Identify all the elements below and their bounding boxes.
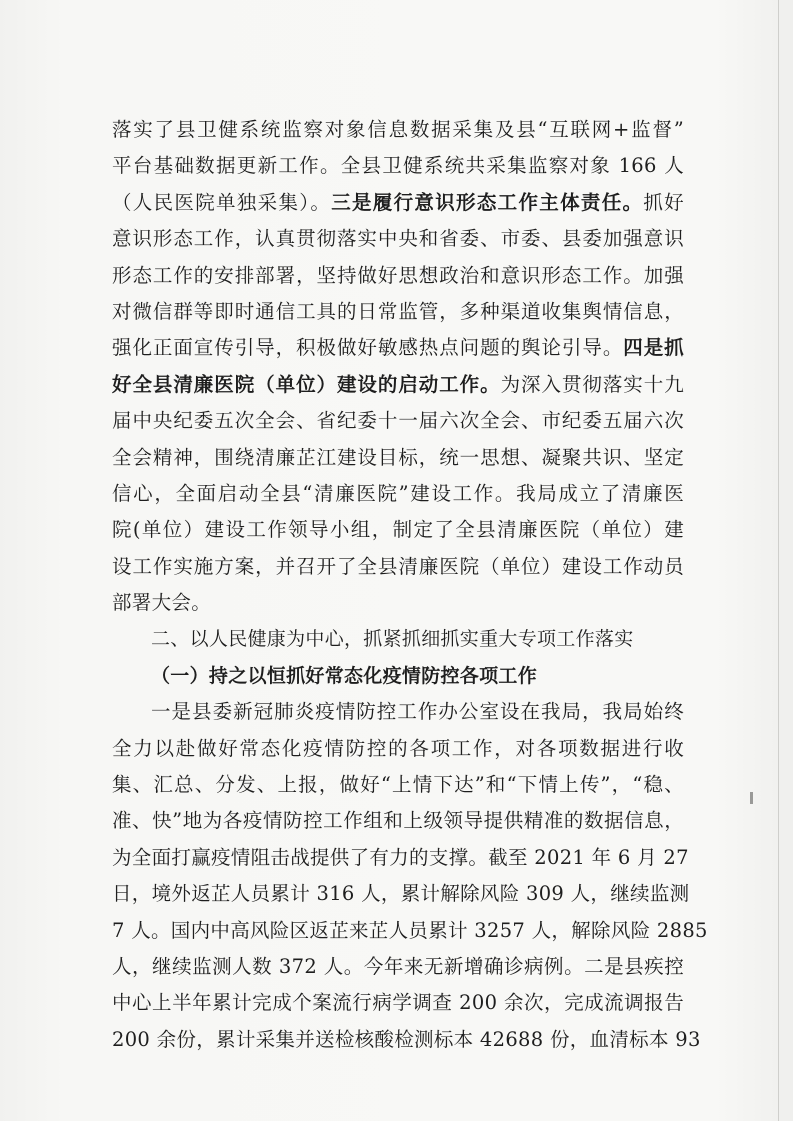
text-line-content: [112, 294, 684, 330]
text-segment: 部署大会。: [112, 591, 212, 615]
text-line-content: [112, 221, 684, 257]
text-segment: 集、汇总、分发、上报，做好“上情下达”和“下情上传”，“稳、: [112, 773, 684, 797]
text-line-content: [112, 440, 684, 476]
document-body: [112, 112, 708, 1058]
text-segment: 7 人。国内中高风险区返芷来芷人员累计 3257 人，解除风险 2885: [112, 918, 708, 942]
text-line-content: [112, 476, 684, 512]
text-line: [112, 731, 684, 767]
text-line-content: [112, 258, 684, 294]
text-segment: 强化正面宣传引导，积极做好敏感热点问题的舆论引导。: [112, 336, 624, 360]
text-line-content: [112, 913, 708, 949]
text-segment: 届中央纪委五次全会、省纪委十一届六次全会、市纪委五届六次: [112, 409, 684, 433]
text-line-content: [151, 621, 684, 657]
text-line-content: [112, 949, 684, 985]
text-line: [112, 512, 684, 548]
text-line: [112, 403, 684, 439]
text-segment: 平台基础数据更新工作。全县卫健系统共采集监察对象 166 人: [112, 154, 684, 178]
text-line: [112, 476, 684, 512]
bold-text-segment: 好全县清廉医院（单位）建设的启动工作。: [112, 372, 501, 396]
text-segment: 人，继续监测人数 372 人。今年来无新增确诊病例。二是县疾控: [112, 954, 684, 978]
text-segment: 全会精神，围绕清廉芷江建设目标，统一思想、凝聚共识、坚定: [112, 445, 684, 469]
text-line-content: [112, 767, 684, 803]
text-line-content: [112, 876, 690, 912]
section-heading-2: [112, 658, 684, 694]
text-segment: 日，境外返芷人员累计 316 人，累计解除风险 309 人，继续监测: [112, 882, 690, 906]
text-line-content: [112, 585, 684, 621]
bold-text-segment: 四是抓: [623, 336, 684, 360]
text-segment: 为全面打赢疫情阻击战提供了有力的支撑。截至 2021 年 6 月 27: [112, 845, 689, 869]
text-line-content: [112, 1022, 701, 1058]
text-segment: 200 余份，累计采集并送检核酸检测标本 42688 份，血清标本 93: [112, 1027, 701, 1051]
text-line: [112, 148, 684, 184]
text-line: [112, 803, 684, 839]
text-segment: 设工作实施方案，并召开了全县清廉医院（单位）建设工作动员: [112, 554, 684, 578]
bold-text-segment: 三是履行意识形态工作主体责任。: [331, 190, 644, 214]
text-line: [112, 949, 684, 985]
text-line-content: [112, 403, 684, 439]
text-segment: 二、以人民健康为中心，抓紧抓细抓实重大专项工作落实: [151, 628, 634, 651]
text-line-content: [112, 148, 684, 184]
text-line: [112, 767, 684, 803]
text-line-content: [112, 840, 689, 876]
text-line: [112, 913, 708, 949]
text-line: [112, 440, 684, 476]
text-line: [112, 985, 684, 1021]
text-line: [112, 840, 689, 876]
page-edge-line: [778, 0, 779, 1121]
text-line-content: [112, 803, 684, 839]
scan-mark: [750, 792, 753, 804]
text-line-content: [112, 985, 684, 1021]
text-line: [112, 549, 684, 585]
text-line: [112, 185, 684, 221]
text-line-content: [112, 330, 684, 366]
text-segment: 落实了县卫健系统监察对象信息数据采集及县“互联网+监督”: [112, 118, 684, 141]
text-line: [112, 221, 684, 257]
text-line-content: [151, 694, 684, 730]
text-line-content: [112, 512, 684, 548]
text-segment: 信心，全面启动全县“清廉医院”建设工作。我局成立了清廉医: [112, 481, 684, 505]
text-segment: 准、快”地为各疫情防控工作组和上级领导提供精准的数据信息，: [112, 809, 684, 833]
text-segment: 院(单位）建设工作领导小组，制定了全县清廉医院（单位）建: [112, 518, 684, 542]
text-line-content: [112, 731, 684, 767]
text-line: [112, 294, 684, 330]
text-segment: 抓好: [643, 190, 684, 214]
text-segment: 中心上半年累计完成个案流行病学调查 200 余次，完成流调报告: [112, 991, 684, 1015]
text-line: [112, 876, 690, 912]
text-segment: 意识形态工作，认真贯彻落实中央和省委、市委、县委加强意识: [112, 227, 684, 251]
text-line-content: [112, 367, 684, 403]
text-segment: 形态工作的安排部署，坚持做好思想政治和意识形态工作。加强: [112, 263, 684, 287]
text-line: [112, 258, 684, 294]
text-line: [112, 1022, 701, 1058]
text-segment: 为深入贯彻落实十九: [500, 372, 685, 396]
section-heading-1: [112, 621, 684, 657]
text-line: [112, 694, 684, 730]
text-segment: 全力以赴做好常态化疫情防控的各项工作，对各项数据进行收: [112, 736, 684, 760]
text-line: [112, 112, 684, 148]
text-line: [112, 330, 684, 366]
text-line-content: [112, 185, 684, 221]
text-segment: 对微信群等即时通信工具的日常监管，多种渠道收集舆情信息，: [112, 299, 684, 323]
text-segment: 一是县委新冠肺炎疫情防控工作办公室设在我局，我局始终: [151, 700, 684, 724]
text-line: [112, 585, 684, 621]
text-line-content: [112, 549, 684, 585]
text-line-content: [112, 112, 684, 148]
bold-text-segment: （一）持之以恒抓好常态化疫情防控各项工作: [151, 664, 538, 687]
text-line: [112, 367, 684, 403]
text-segment: （人民医院单独采集）。: [112, 190, 332, 214]
text-line-content: [151, 658, 684, 694]
